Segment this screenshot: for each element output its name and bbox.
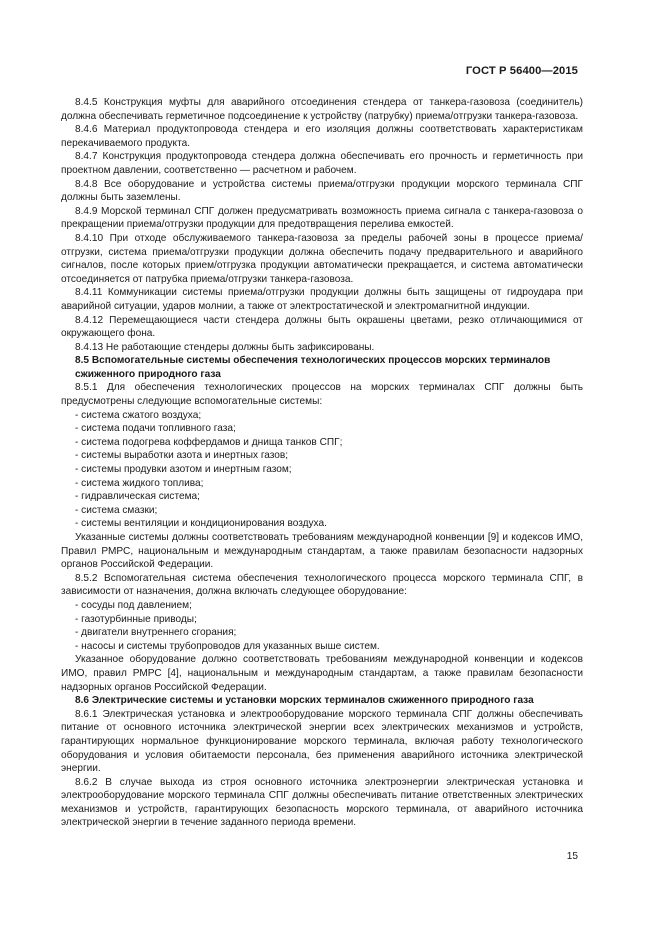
paragraph-8-4-7: 8.4.7 Конструкция продуктопровода стендера должна обеспечивать его прочность и герметичность при проектном давлении, соответственно — расчетном и рабочем.: [61, 151, 583, 176]
equipment-list: [61, 599, 583, 653]
paragraph-8-4-11: 8.4.11 Коммуникации системы приема/отгрузки продукции должны быть защищены от гидроудара при аварийной ситуации, ударов молнии, а также от электростатической и электромагнитной индукции.: [61, 287, 583, 312]
document-id: ГОСТ Р 56400—2015: [465, 65, 578, 77]
document-body: [61, 96, 583, 830]
list-item: - система смазки;: [61, 504, 583, 518]
paragraph-8-6-1: 8.6.1 Электрическая установка и электрооборудование морского терминала СПГ должны обеспечивать питание от основного источника электрической энергии всех электрических механизмов и устройств, гарантирующих нормальное функционирование морского терминала, включая работу технологического оборудования и условия обитаемости персонала, без применения аварийного источника электрической энергии.: [61, 708, 583, 775]
page-number: 15: [566, 851, 578, 862]
paragraph-8-4-13: 8.4.13 Не работающие стендеры должны быть зафиксированы.: [75, 341, 375, 353]
paragraph-8-6-2: 8.6.2 В случае выхода из строя основного источника электроэнергии электрическая установка и электрооборудование морского терминала СПГ должны обеспечивать питание ответственных электрических механизмов и устройств, гарантирующих безопасность морского терминала, от аварийного источника электрической энергии в течение заданного периода времени.: [61, 776, 583, 829]
list-item: - система сжатого воздуха;: [61, 409, 583, 423]
list-item: - система подачи топливного газа;: [61, 422, 583, 436]
list-item: - системы вентиляции и кондиционирования воздуха.: [61, 517, 583, 531]
paragraph-8-4-6: 8.4.6 Материал продуктопровода стендера и его изоляция должны соответствовать характеристикам перекачиваемого продукта.: [61, 124, 583, 149]
section-heading-8-5: 8.5 Вспомогательные системы обеспечения технологических процессов морских терминалов сжиженного природного газа: [75, 355, 551, 380]
paragraph-8-4-5: 8.4.5 Конструкция муфты для аварийного отсоединения стендера от танкера-газовоза (соединитель) должна обеспечивать герметичное подсоединение к устройству (патрубку) приема/отгрузки танкера-газовоза.: [61, 97, 583, 122]
section-heading-8-6: 8.6 Электрические системы и установки морских терминалов сжиженного природного газа: [75, 695, 534, 707]
paragraph-8-4-12: 8.4.12 Перемещающиеся части стендера должны быть окрашены цветами, резко отличающимися от окружающего фона.: [61, 314, 583, 340]
list-item: - насосы и системы трубопроводов для указанных выше систем.: [61, 640, 583, 654]
paragraph-8-5-1: 8.5.1 Для обеспечения технологических процессов на морских терминалах СПГ должны быть предусмотрены следующие вспомогательные системы:: [61, 382, 583, 408]
paragraph-8-5-1-requirements: Указанные системы должны соответствовать требованиям международной конвенции [9] и кодексов ИМО, Правил РМРС, национальным и международным стандартам, а также правилам безопасности надзорных органов Российской Федерации.: [61, 532, 583, 571]
list-item: - система подогрева коффердамов и днища танков СПГ;: [61, 436, 583, 450]
auxiliary-systems-list: [61, 409, 583, 531]
list-item: - гидравлическая система;: [61, 490, 583, 504]
list-item: - газотурбинные приводы;: [61, 613, 583, 627]
paragraph-8-5-2: 8.5.2 Вспомогательная система обеспечения технологического процесса морского терминала СПГ, в зависимости от назначения, должна включать следующее оборудование:: [61, 572, 583, 598]
paragraph-8-4-9: 8.4.9 Морской терминал СПГ должен предусматривать возможность приема сигнала с танкера-газовоза о прекращении приема/отгрузки продукции для предотвращения перелива емкостей.: [61, 205, 583, 231]
paragraph-8-4-8: 8.4.8 Все оборудование и устройства системы приема/отгрузки продукции морского терминала СПГ должны быть заземлены.: [61, 178, 583, 204]
paragraph-8-4-10: 8.4.10 При отходе обслуживаемого танкера-газовоза за пределы рабочей зоны в процессе приема/отгрузки, система приема/отгрузки продукции должна обеспечить подачу предварительного и аварийного сигналов, после которых прием/отгрузка продукции автоматически прекращается, и система автоматически отсоединяется от патрубка приема/отгрузки танкера-газовоза.: [61, 232, 583, 285]
list-item: - системы продувки азотом и инертным газом;: [61, 463, 583, 477]
list-item: - сосуды под давлением;: [61, 599, 583, 613]
list-item: - система жидкого топлива;: [61, 477, 583, 491]
paragraph-8-5-2-requirements: Указанное оборудование должно соответствовать требованиям международной конвенции и кодексов ИМО, правил РМРС [4], национальным и международным стандартам, а также правилам безопасности надзорных органов Российской Федерации.: [61, 654, 583, 693]
list-item: - двигатели внутреннего сгорания;: [61, 626, 583, 640]
list-item: - системы выработки азота и инертных газов;: [61, 449, 583, 463]
